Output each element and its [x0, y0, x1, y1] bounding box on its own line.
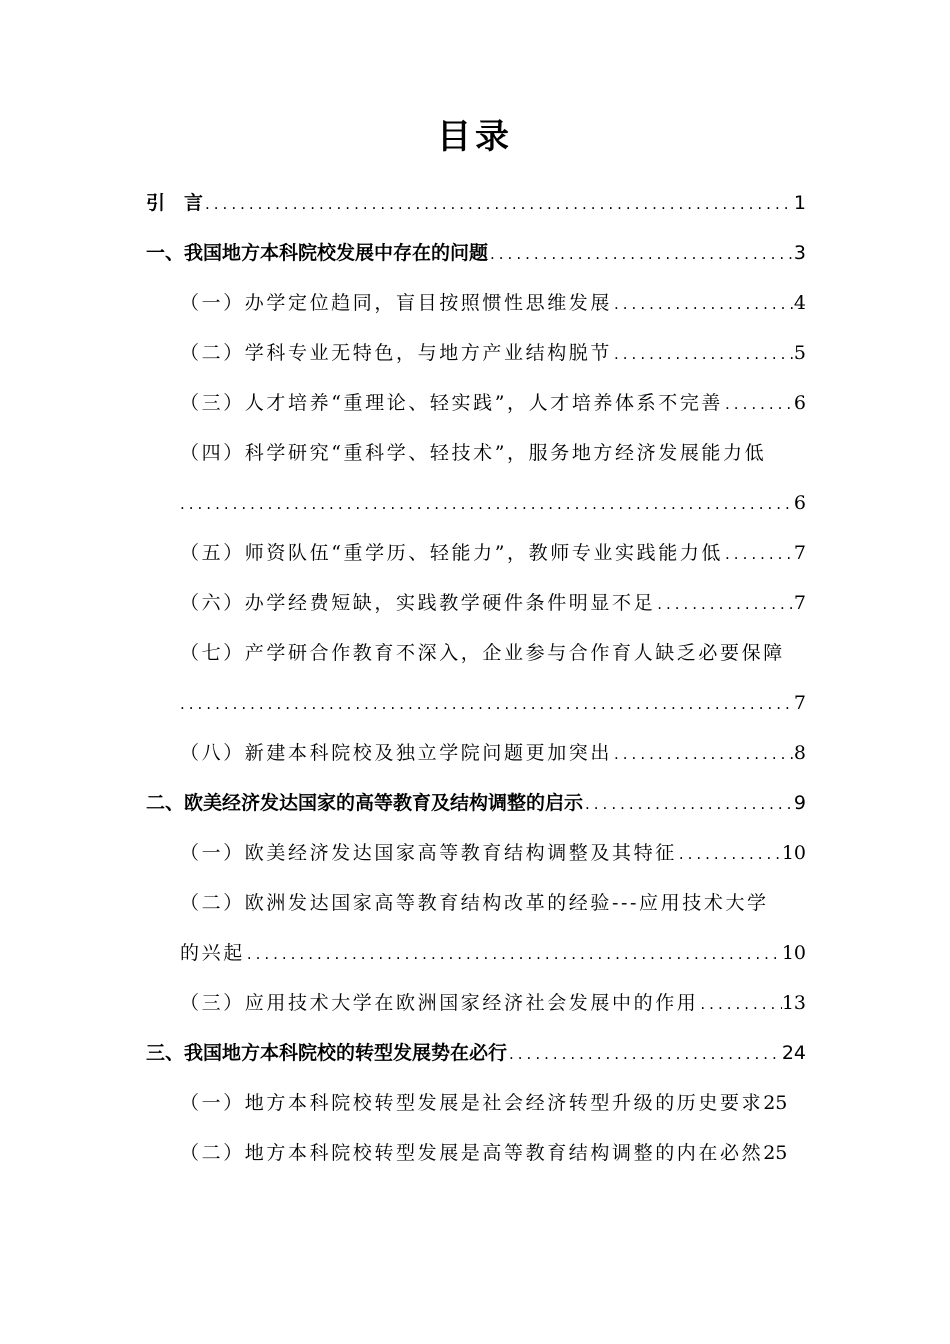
- dot-leader: [612, 729, 794, 779]
- dot-leader: [507, 1029, 782, 1079]
- toc-entry-text: 引 言: [146, 192, 204, 214]
- page-title: 目录: [437, 117, 513, 157]
- toc-entry-text: 一、我国地方本科院校发展中存在的问题: [146, 242, 489, 264]
- toc-entry-continuation[interactable]: [180, 928, 806, 978]
- toc-page-number: 6: [793, 492, 806, 514]
- dot-leader: [245, 929, 782, 979]
- toc-entry-text: （四）科学研究“重科学、轻技术”，服务地方经济发展能力低: [180, 442, 767, 464]
- toc-page-number: 7: [793, 592, 806, 614]
- toc-page-number: 7: [793, 692, 806, 714]
- toc-entry-text: （六）办学经费短缺，实践教学硬件条件明显不足: [180, 592, 656, 614]
- dot-leader: [723, 379, 794, 429]
- toc-entry-text: （二）地方本科院校转型发展是高等教育结构调整的内在必然: [180, 1142, 764, 1164]
- toc-entry[interactable]: [180, 328, 806, 378]
- toc-page-number: 10: [781, 942, 806, 964]
- toc-entry[interactable]: [180, 828, 806, 878]
- dot-leader: [698, 979, 781, 1029]
- dot-leader: [180, 479, 794, 529]
- dot-leader: [612, 279, 794, 329]
- toc-entry-text: （一）欧美经济发达国家高等教育结构调整及其特征: [180, 842, 677, 864]
- toc-page-number: 5: [793, 342, 806, 364]
- toc-entry[interactable]: [180, 628, 806, 678]
- dot-leader: [583, 779, 794, 829]
- toc-entry[interactable]: [146, 228, 806, 278]
- toc-entry[interactable]: [146, 778, 806, 828]
- dot-leader: [723, 529, 794, 579]
- dot-leader: [655, 579, 794, 629]
- toc-entry-text: （八）新建本科院校及独立学院问题更加突出: [180, 742, 613, 764]
- toc-entry-continuation[interactable]: [180, 678, 806, 728]
- toc-entry-text: （二）欧洲发达国家高等教育结构改革的经验---应用技术大学: [180, 892, 769, 914]
- toc-page-number: 13: [781, 992, 806, 1014]
- toc-entry-text: 的兴起: [180, 942, 245, 964]
- toc-page-number: 25: [763, 1142, 788, 1164]
- toc-entry-text: （七）产学研合作教育不深入，企业参与合作育人缺乏必要保障: [180, 642, 785, 664]
- toc-entry-text: 二、欧美经济发达国家的高等教育及结构调整的启示: [146, 792, 584, 814]
- toc-entry-text: （一）办学定位趋同，盲目按照惯性思维发展: [180, 292, 613, 314]
- toc-entry-text: （五）师资队伍“重学历、轻能力”，教师专业实践能力低: [180, 542, 724, 564]
- toc-entry[interactable]: [180, 978, 806, 1028]
- toc-page-number: 6: [793, 392, 806, 414]
- toc-entry-text: （三）应用技术大学在欧洲国家经济社会发展中的作用: [180, 992, 699, 1014]
- toc-page-number: 8: [793, 742, 806, 764]
- toc-page-number: 10: [781, 842, 806, 864]
- dot-leader: [612, 329, 794, 379]
- toc-page-number: 1: [793, 192, 806, 214]
- toc-entry[interactable]: [180, 278, 806, 328]
- toc-entry[interactable]: [180, 728, 806, 778]
- toc-entry[interactable]: [146, 1028, 806, 1078]
- dot-leader: [180, 679, 794, 729]
- toc-page-number: 25: [763, 1092, 788, 1114]
- toc-entry[interactable]: [180, 578, 806, 628]
- toc-entry-text: （一）地方本科院校转型发展是社会经济转型升级的历史要求: [180, 1092, 764, 1114]
- toc-entry-continuation[interactable]: [180, 478, 806, 528]
- toc-entry-text: 三、我国地方本科院校的转型发展势在必行: [146, 1042, 508, 1064]
- toc-page-number: 3: [793, 242, 806, 264]
- toc-page-number: 4: [793, 292, 806, 314]
- dot-leader: [677, 829, 782, 879]
- toc-page-number: 24: [781, 1042, 806, 1064]
- toc-entry[interactable]: [180, 378, 806, 428]
- toc-entry[interactable]: [180, 878, 806, 928]
- toc-entry[interactable]: [180, 428, 806, 478]
- toc-entry[interactable]: [180, 1128, 806, 1178]
- toc-entry[interactable]: [146, 178, 806, 228]
- dot-leader: [203, 179, 794, 229]
- toc-entry-text: （三）人才培养“重理论、轻实践”，人才培养体系不完善: [180, 392, 724, 414]
- toc-entry-text: （二）学科专业无特色，与地方产业结构脱节: [180, 342, 613, 364]
- toc-entry[interactable]: [180, 528, 806, 578]
- toc-page-number: 7: [793, 542, 806, 564]
- dot-leader: [488, 229, 794, 279]
- toc-entry[interactable]: [180, 1078, 806, 1128]
- toc-page-number: 9: [793, 792, 806, 814]
